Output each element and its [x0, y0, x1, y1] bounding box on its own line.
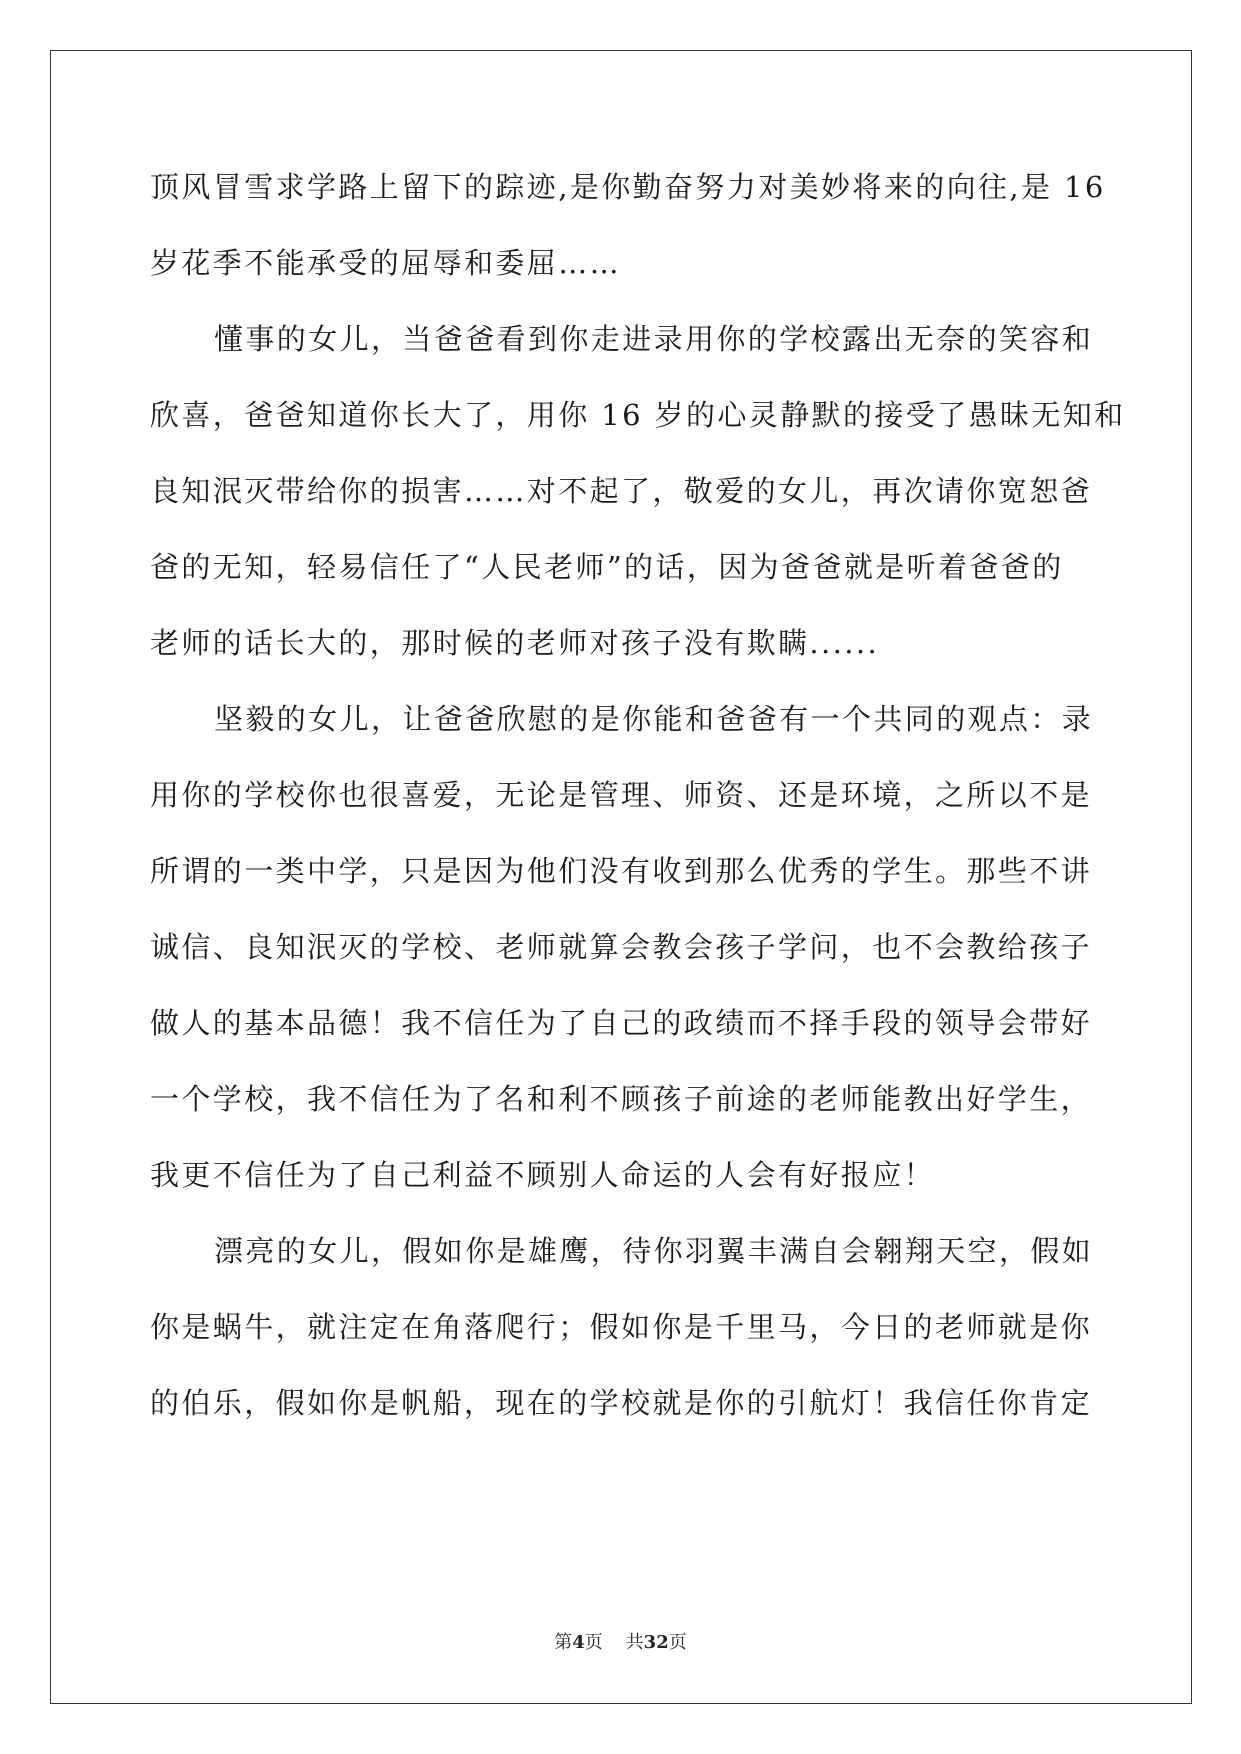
text-line: 良知泯灭带给你的损害……对不起了，敬爱的女儿，再次请你宽恕爸: [150, 474, 1093, 508]
text-line: 做人的基本品德！我不信任为了自己的政绩而不择手段的领导会带好: [150, 1006, 1093, 1040]
current-page-number: 4: [572, 1632, 585, 1653]
text-line: 顶风冒雪求学路上留下的踪迹,是你勤奋努力对美妙将来的向往,是 16: [150, 170, 1106, 204]
text-line: 漂亮的女儿，假如你是雄鹰，待你羽翼丰满自会翱翔天空，假如: [214, 1234, 1094, 1268]
text-line: 所谓的一类中学，只是因为他们没有收到那么优秀的学生。那些不讲: [150, 854, 1093, 888]
text-line: 懂事的女儿，当爸爸看到你走进录用你的学校露出无奈的笑容和: [214, 322, 1094, 356]
text-line: 岁花季不能承受的屈辱和委屈……: [150, 246, 622, 280]
footer-total-prefix: 共: [625, 1632, 644, 1653]
total-page-count: 32: [643, 1632, 669, 1653]
document-body: [150, 162, 1126, 1454]
footer-page-unit: 页: [584, 1632, 603, 1653]
text-line: 我更不信任为了自己利益不顾别人命运的人会有好报应！: [150, 1158, 936, 1192]
text-line: 的伯乐，假如你是帆船，现在的学校就是你的引航灯！我信任你肯定: [150, 1386, 1093, 1420]
text-line: 老师的话长大的，那时候的老师对孩子没有欺瞒......: [150, 626, 880, 660]
text-line: 爸的无知，轻易信任了“人民老师”的话，因为爸爸就是听着爸爸的: [150, 550, 1064, 584]
text-line: 你是蜗牛，就注定在角落爬行；假如你是千里马，今日的老师就是你: [150, 1310, 1093, 1344]
text-line: 用你的学校你也很喜爱，无论是管理、师资、还是环境，之所以不是: [150, 778, 1093, 812]
text-line: 坚毅的女儿，让爸爸欣慰的是你能和爸爸有一个共同的观点：录: [214, 702, 1094, 736]
text-line: 一个学校，我不信任为了名和利不顾孩子前途的老师能教出好学生，: [150, 1082, 1093, 1116]
page-footer: [0, 1628, 1241, 1654]
text-line: 诚信、良知泯灭的学校、老师就算会教会孩子学问，也不会教给孩子: [150, 930, 1093, 964]
footer-total-unit: 页: [668, 1632, 687, 1653]
text-line: 欣喜，爸爸知道你长大了，用你 16 岁的心灵静默的接受了愚昧无知和: [150, 398, 1126, 432]
footer-prefix: 第: [554, 1632, 573, 1653]
